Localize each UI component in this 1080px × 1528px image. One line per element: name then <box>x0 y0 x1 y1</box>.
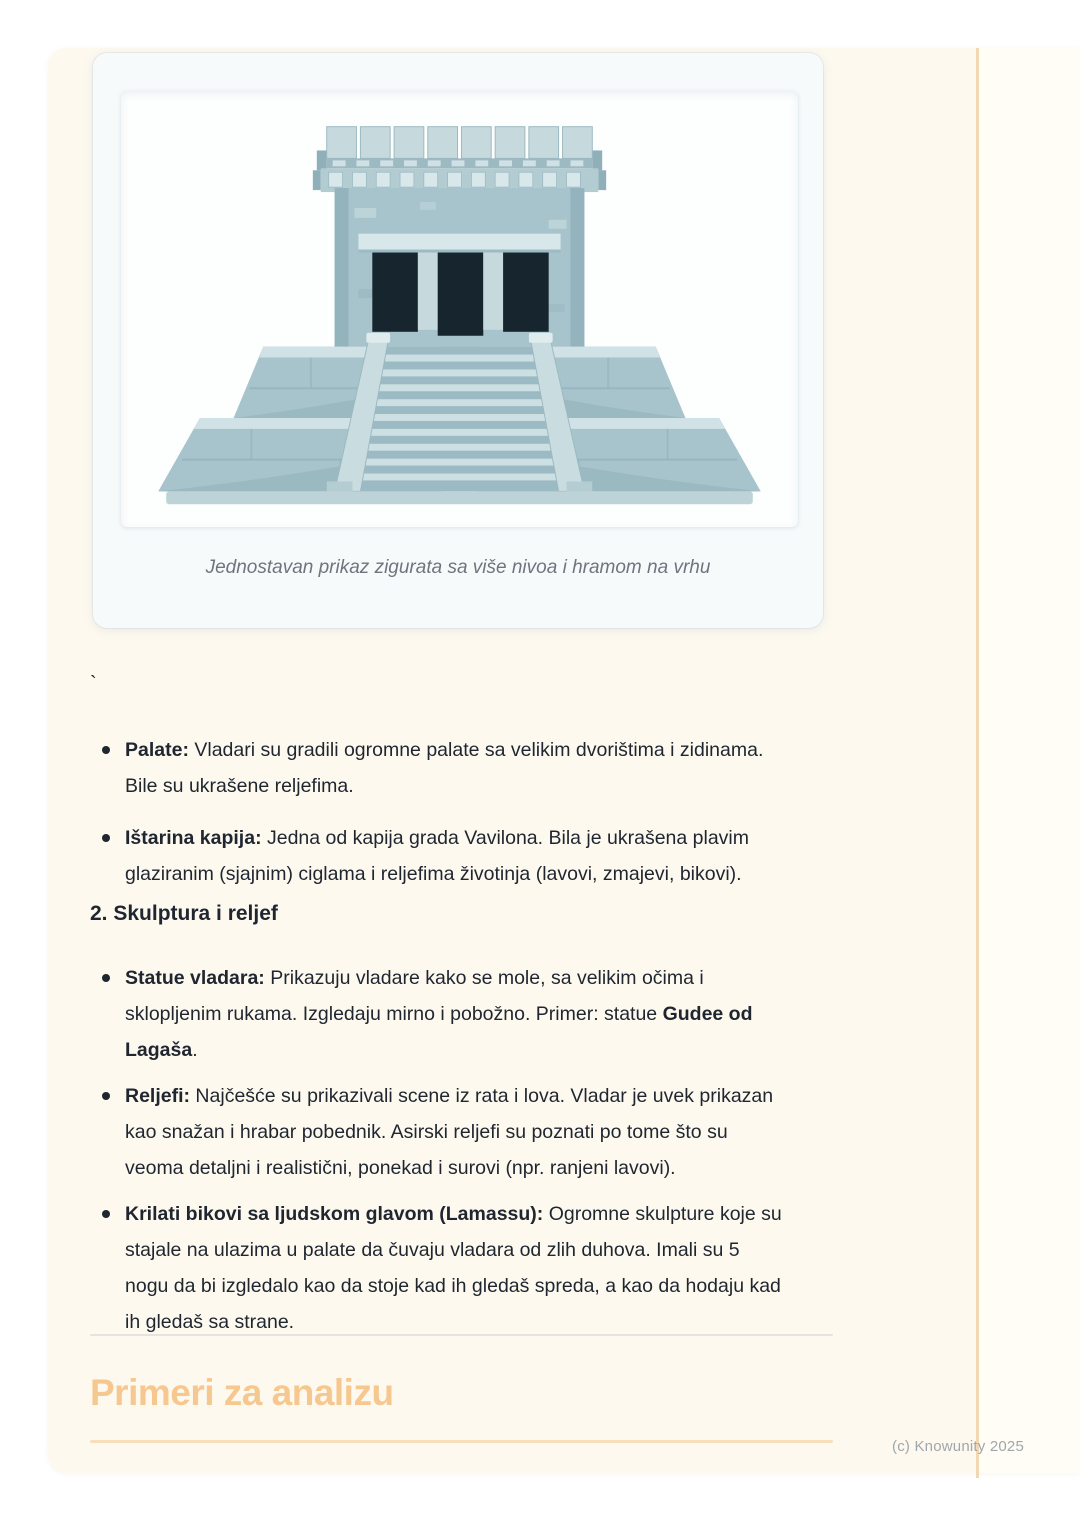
temple-doors <box>372 253 548 336</box>
list-item: Reljefi: Najčešće su prikazivali scene iz rata i lova. Vladar je uvek prikazan kao snažan i hrabar pobednik. Asirski reljefi su poznati po tome što su veoma detaljni i realistični, ponekad i surovi (npr. ranjeni lavovi). <box>90 1078 782 1186</box>
figure-caption: Jednostavan prikaz zigurata sa više nivoa i hramom na vrhu <box>205 557 711 578</box>
content-panel <box>48 48 1080 1473</box>
section-title: Primeri za analizu <box>90 1372 394 1413</box>
right-margin-strip <box>979 48 1080 1473</box>
bullet-list-sculpture <box>90 960 782 1340</box>
right-margin-line <box>976 48 979 1478</box>
staircase <box>327 333 593 494</box>
section-title-underline <box>90 1440 833 1443</box>
ground-strip <box>166 491 753 504</box>
subheading-sculpture: 2. Skulptura i reljef <box>90 902 278 925</box>
list-item: Palate: Vladari su gradili ogromne palate sa velikim dvorištima i zidinama. Bile su ukrašene reljefima. <box>90 732 763 804</box>
ziggurat-illustration <box>121 91 798 527</box>
list-item: Statue vladara: Prikazuju vladare kako se mole, sa velikim očima i sklopljenim rukama. Izgledaju mirno i pobožno. Primer: statue Gudee od Lagaša. <box>90 960 782 1068</box>
bullet-list-architecture <box>90 732 763 892</box>
section-divider <box>90 1334 833 1336</box>
stray-backtick: ` <box>90 673 97 695</box>
list-item: Krilati bikovi sa ljudskom glavom (Lamassu): Ogromne skulpture koje su stajale na ulazima u palate da čuvaju vladara od zlih duhova. Imali su 5 nogu da bi izgledalo kao da stoje kad ih gledaš spreda, a kao da hodaju kad ih gledaš sa strane. <box>90 1196 782 1340</box>
list-item: Ištarina kapija: Jedna od kapija grada Vavilona. Bila je ukrašena plavim glaziranim (sjajnim) ciglama i reljefima životinja (lavovi, zmajevi, bikovi). <box>90 820 763 892</box>
temple-top <box>313 127 606 349</box>
ziggurat-illustration-svg <box>121 91 798 527</box>
copyright-text: (c) Knowunity 2025 <box>892 1438 1025 1455</box>
figure-card <box>93 53 823 628</box>
